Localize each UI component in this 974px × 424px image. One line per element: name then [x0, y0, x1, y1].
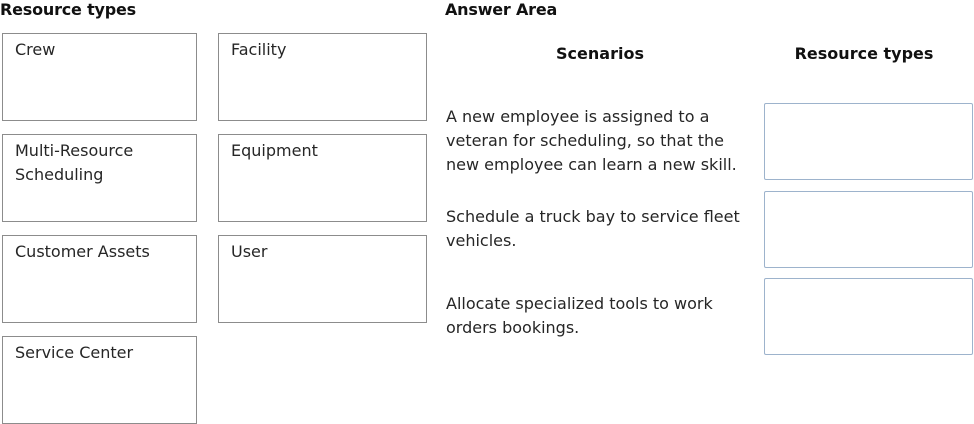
answer-drop-target-2[interactable]	[764, 191, 973, 268]
resource-tile-multi-resource-scheduling[interactable]: Multi-Resource Scheduling	[2, 134, 197, 222]
resource-tile-service-center[interactable]: Service Center	[2, 336, 197, 424]
answer-drop-target-3[interactable]	[764, 278, 973, 355]
scenario-text-truck-bay: Schedule a truck bay to service fleet vehicles.	[446, 207, 740, 250]
answer-drop-target-1[interactable]	[764, 103, 973, 180]
resource-types-column-header: Resource types	[794, 44, 934, 63]
resource-tile-crew[interactable]: Crew	[2, 33, 197, 121]
resource-tile-equipment[interactable]: Equipment	[218, 134, 427, 222]
scenario-text-specialized-tools: Allocate specialized tools to work orders bookings.	[446, 294, 713, 337]
resource-tile-customer-assets[interactable]: Customer Assets	[2, 235, 197, 323]
resource-types-title: Resource types	[0, 0, 136, 19]
resource-tile-user[interactable]: User	[218, 235, 427, 323]
resource-tile-facility[interactable]: Facility	[218, 33, 427, 121]
scenario-text-new-employee: A new employee is assigned to a veteran for scheduling, so that the new employee can learn a new skill.	[446, 107, 737, 174]
answer-area-title: Answer Area	[445, 0, 558, 19]
scenarios-column-header: Scenarios	[556, 44, 644, 63]
